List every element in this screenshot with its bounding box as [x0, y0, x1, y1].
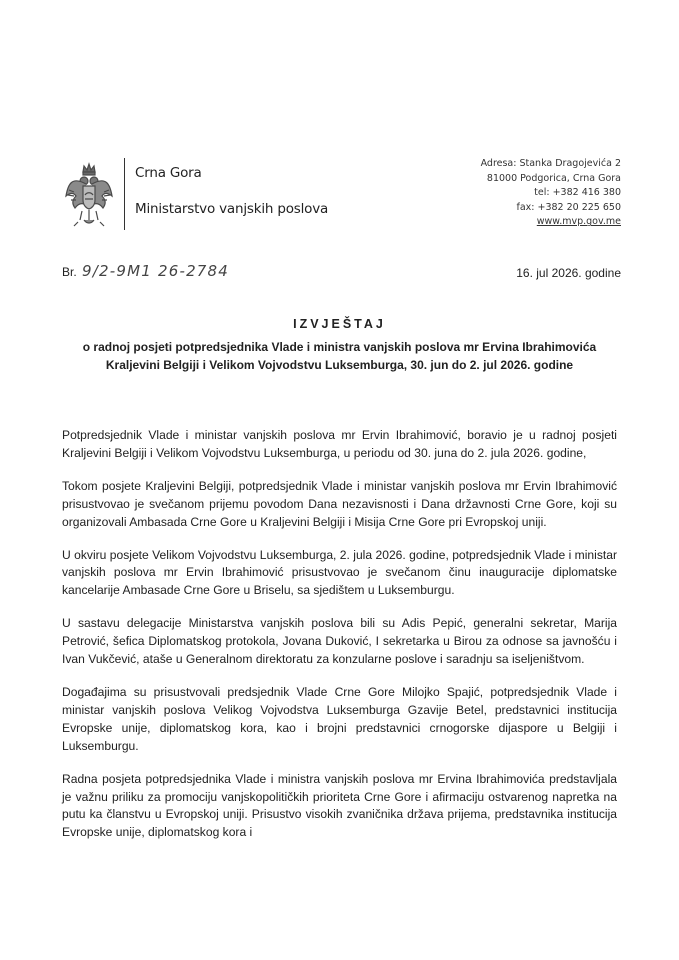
- paragraph: U okviru posjete Velikom Vojvodstvu Luksemburga, 2. jula 2026. godine, potpredsjednik Vlade i ministar vanjskih poslova mr Ervin Ibrahimović prisustvovao je svečanom činu inauguracije diplomatske kancelarije Ambasade Crne Gore u Briselu, sa sjedištem u Luksemburgu.: [62, 547, 617, 598]
- reference-number: [62, 262, 229, 280]
- address-tel: tel: +382 416 380: [534, 187, 621, 199]
- paragraph: Tokom posjete Kraljevini Belgiji, potpredsjednik Vlade i ministar vanjskih poslova mr Ervin Ibrahimović prisustvovao je svečanom prijemu povodom Dana nezavisnosti i Dana državnosti Crne Gore, koji su organizovali Ambasada Crne Gore u Kraljevini Belgiji i Misija Crne Gore pri Evropskoj uniji.: [62, 478, 617, 529]
- paragraph: Radna posjeta potpredsjednika Vlade i ministra vanjskih poslova mr Ervina Ibrahimovića predstavljala je važnu priliku za promociju vanjskopolitičkih prioriteta Crne Gore i afirmaciju ostvarenog napretka na putu ka članstvu u Evropskoj uniji. Prisustvo visokih zvaničnika država prijema, predstavnika institucija Evropske unije, diplomatskog kora i: [62, 771, 617, 840]
- address-fax: fax: +382 20 225 650: [516, 201, 621, 213]
- ministry-name: Ministarstvo vanjskih poslova: [135, 201, 329, 217]
- country-name: Crna Gora: [135, 165, 202, 181]
- paragraph: Potpredsjednik Vlade i ministar vanjskih poslova mr Ervin Ibrahimović, boravio je u radnoj posjeti Kraljevini Belgiji i Velikom Vojvodstvu Luksemburga, u periodu od 30. juna do 2. jula 2026. godine,: [62, 428, 617, 460]
- montenegro-coat-of-arms-icon: [64, 162, 114, 228]
- address-block: [481, 157, 621, 230]
- document-title: IZVJEŠTAJ: [293, 317, 386, 331]
- reference-label: Br.: [62, 265, 77, 279]
- document-date: 16. jul 2026. godine: [516, 266, 621, 280]
- paragraph: Događajima su prisustvovali predsjednik Vlade Crne Gore Milojko Spajić, potpredsjednik Vlade i ministar vanjskih poslova Velikog Vojvodstva Luksemburga Gzavije Betel, predstavnici institucija Evropske unije, diplomatskog kora, kao i brojni predstavnici crnogorske dijaspore u Belgiji i Luksemburgu.: [62, 684, 617, 753]
- document-subtitle: o radnoj posjeti potpredsjednika Vlade i ministra vanjskih poslova mr Ervina Ibrahimovića Kraljevini Belgiji i Velikom Vojvodstvu Luksemburga, 30. jun do 2. jul 2026. godine: [82, 340, 597, 372]
- paragraph: U sastavu delegacije Ministarstva vanjskih poslova bili su Adis Pepić, generalni sekretar, Marija Petrović, šefica Diplomatskog protokola, Jovana Duković, I sekretarka u Birou za odnose sa javnošću i Ivan Vukčević, ataše u Generalnom direktoratu za konzularne poslove i saradnju sa iseljeništvom.: [62, 616, 617, 667]
- address-city: 81000 Podgorica, Crna Gora: [486, 172, 621, 184]
- reference-handwritten: 9/2-9M1 26-2784: [82, 262, 230, 280]
- address-street: Adresa: Stanka Dragojevića 2: [480, 158, 621, 169]
- website-link[interactable]: www.mvp.gov.me: [536, 216, 621, 228]
- document-body: [62, 427, 617, 857]
- header-divider: [124, 158, 125, 230]
